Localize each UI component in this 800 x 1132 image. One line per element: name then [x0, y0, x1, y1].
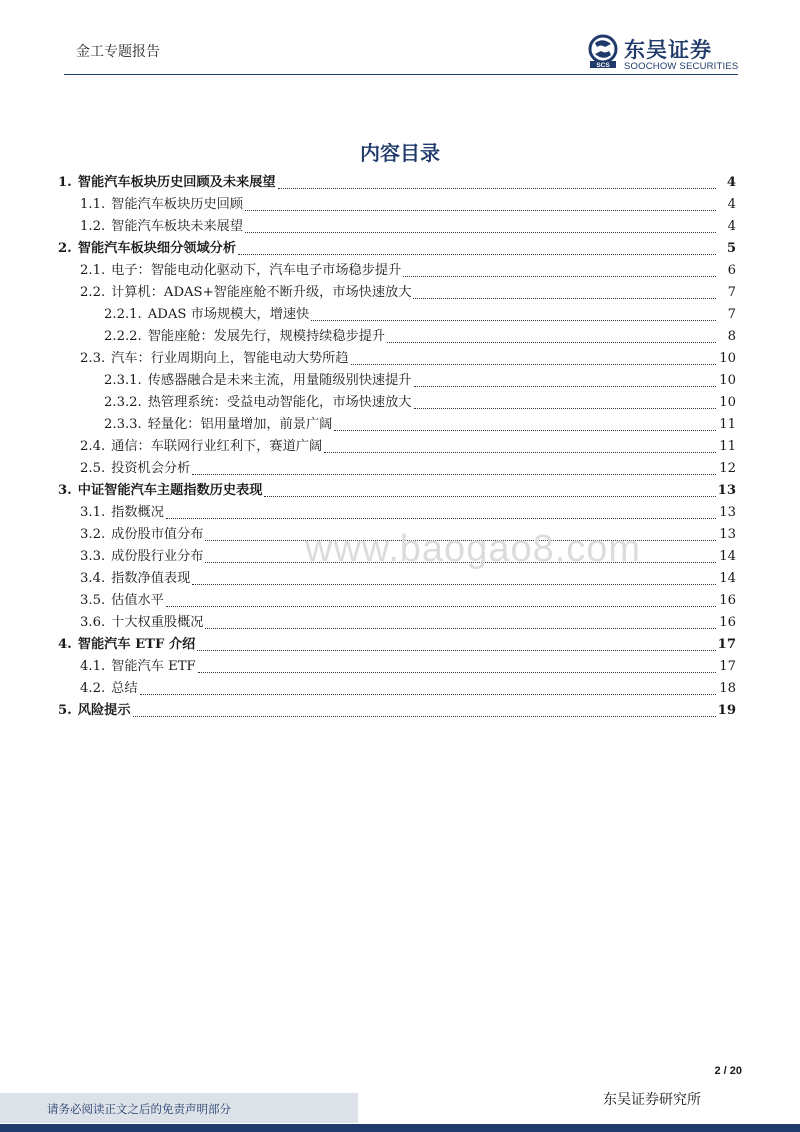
toc-entry[interactable]: [58, 392, 736, 414]
toc-entry-number: 3.2.: [80, 527, 106, 542]
toc-entry-number: 2.2.2.: [104, 329, 142, 344]
toc-dot-leader: [140, 694, 716, 695]
toc-entry[interactable]: [58, 436, 736, 458]
toc-entry[interactable]: [58, 612, 736, 634]
toc-dot-leader: [238, 254, 716, 255]
toc-entry[interactable]: [58, 480, 736, 502]
toc-entry-number: 2.: [58, 241, 72, 256]
toc-entry-title: 智能汽车 ETF: [111, 659, 196, 674]
toc-entry-title: 智能汽车板块历史回顾: [111, 197, 244, 212]
toc-title: 内容目录: [360, 141, 440, 165]
toc-entry-title: 风险提示: [77, 703, 131, 718]
toc-entry-page: 17: [719, 659, 736, 674]
toc-entry-number: 4.: [58, 637, 72, 652]
toc-entry-title: 智能汽车板块未来展望: [111, 219, 244, 234]
toc-entry-page: 18: [719, 681, 736, 696]
toc-entry-number: 1.: [58, 175, 72, 190]
footer-org-name: 东吴证券研究所: [603, 1092, 701, 1108]
toc-entry-page: 14: [719, 571, 736, 586]
report-type-label: 金工专题报告: [76, 44, 160, 60]
toc-dot-leader: [278, 188, 716, 189]
toc-entry-title: 智能汽车 ETF 介绍: [77, 637, 196, 652]
toc-entry-page: 11: [719, 417, 736, 432]
toc-entry-title: 轻量化：铝用量增加，前景广阔: [147, 417, 333, 432]
toc-entry[interactable]: [58, 194, 736, 216]
toc-entry[interactable]: [58, 502, 736, 524]
toc-entry-number: 2.3.3.: [104, 417, 142, 432]
toc-entry[interactable]: [58, 282, 736, 304]
toc-entry-page: 19: [717, 703, 736, 718]
toc-entry-number: 2.1.: [80, 263, 106, 278]
toc-dot-leader: [351, 364, 716, 365]
toc-entry-title: 投资机会分析: [111, 461, 191, 476]
toc-entry-number: 2.3.1.: [104, 373, 142, 388]
toc-dot-leader: [166, 518, 716, 519]
toc-entry-page: 14: [719, 549, 736, 564]
toc-entry-number: 2.2.1.: [104, 307, 142, 322]
footer-disclaimer-band: [0, 1093, 358, 1123]
toc-entry-title: 热管理系统：受益电动智能化，市场快速放大: [147, 395, 412, 410]
toc-entry-page: 13: [717, 483, 736, 498]
toc-entry-page: 16: [719, 615, 736, 630]
toc-entry-title: 计算机：ADAS+智能座舱不断升级，市场快速放大: [111, 285, 412, 300]
toc-entry-number: 1.1.: [80, 197, 106, 212]
toc-entry-number: 4.2.: [80, 681, 106, 696]
toc-dot-leader: [197, 650, 715, 651]
toc-entry-page: 17: [717, 637, 736, 652]
toc-dot-leader: [311, 320, 716, 321]
toc-entry-page: 16: [719, 593, 736, 608]
toc-entry-number: 3.6.: [80, 615, 106, 630]
toc-entry-title: 通信：车联网行业红利下，赛道广阔: [111, 439, 323, 454]
toc-entry-page: 5: [726, 241, 736, 256]
header-divider: [64, 74, 738, 75]
soochow-logo-icon: [586, 34, 620, 68]
toc-entry-number: 3.: [58, 483, 72, 498]
toc-entry-number: 4.1.: [80, 659, 106, 674]
toc-entry-number: 2.2.: [80, 285, 106, 300]
toc-dot-leader: [414, 408, 717, 409]
toc-entry-page: 4: [726, 175, 736, 190]
toc-entry-page: 10: [719, 351, 736, 366]
toc-entry-title: 十大权重股概况: [111, 615, 204, 630]
toc-entry[interactable]: [58, 238, 736, 260]
toc-entry-page: 6: [727, 263, 736, 278]
toc-dot-leader: [205, 628, 716, 629]
toc-entry[interactable]: [58, 216, 736, 238]
logo-name-en: SOOCHOW SECURITIES: [624, 61, 739, 72]
toc-entry[interactable]: [58, 172, 736, 194]
toc-entry[interactable]: [58, 326, 736, 348]
logo-name-cn: 东吴证券: [624, 38, 712, 62]
toc-entry-number: 3.5.: [80, 593, 106, 608]
toc-entry-title: 汽车：行业周期向上，智能电动大势所趋: [111, 351, 349, 366]
toc-dot-leader: [334, 430, 716, 431]
footer-bar: [0, 1124, 800, 1132]
toc-entry-title: 电子：智能电动化驱动下，汽车电子市场稳步提升: [111, 263, 402, 278]
toc-entry-number: 5.: [58, 703, 72, 718]
toc-entry[interactable]: [58, 458, 736, 480]
toc-entry-page: 11: [719, 439, 736, 454]
toc-dot-leader: [414, 386, 717, 387]
logo-mark-text: SCS: [596, 62, 610, 68]
toc-entry-page: 12: [719, 461, 736, 476]
toc-dot-leader: [192, 584, 716, 585]
toc-entry-page: 7: [727, 285, 736, 300]
toc-entry-number: 2.4.: [80, 439, 106, 454]
toc-entry-page: 10: [719, 395, 736, 410]
toc-entry-number: 3.1.: [80, 505, 106, 520]
toc-dot-leader: [324, 452, 716, 453]
toc-entry[interactable]: [58, 700, 736, 722]
toc-dot-leader: [245, 210, 716, 211]
toc-entry[interactable]: [58, 260, 736, 282]
toc-entry-page: 13: [719, 505, 736, 520]
toc-entry-number: 3.4.: [80, 571, 106, 586]
toc-entry[interactable]: [58, 370, 736, 392]
toc-entry[interactable]: [58, 414, 736, 436]
toc-entry-page: 7: [727, 307, 736, 322]
toc-entry-page: 4: [727, 219, 736, 234]
toc-dot-leader: [166, 606, 716, 607]
toc-entry-title: 中证智能汽车主题指数历史表现: [77, 483, 263, 498]
toc-entry-page: 4: [727, 197, 736, 212]
toc-entry[interactable]: [58, 568, 736, 590]
toc-entry-number: 2.5.: [80, 461, 106, 476]
toc-entry-number: 2.3.: [80, 351, 106, 366]
toc-entry[interactable]: [58, 634, 736, 656]
toc-dot-leader: [198, 672, 716, 673]
toc-entry-number: 2.3.2.: [104, 395, 142, 410]
toc-entry[interactable]: [58, 348, 736, 370]
toc-entry-title: 总结: [111, 681, 138, 696]
toc-entry-title: 智能座舱：发展先行，规模持续稳步提升: [147, 329, 386, 344]
toc-entry-title: ADAS 市场规模大，增速快: [147, 307, 310, 322]
toc-entry-title: 指数概况: [111, 505, 164, 520]
toc-entry-title: 智能汽车板块细分领域分析: [77, 241, 237, 256]
toc-entry-page: 8: [727, 329, 736, 344]
toc-entry[interactable]: [58, 678, 736, 700]
toc-dot-leader: [245, 232, 716, 233]
watermark: www.baogao8.com: [305, 528, 642, 570]
footer-disclaimer-text: 请务必阅读正文之后的免责声明部分: [47, 1102, 231, 1116]
toc-entry[interactable]: [58, 304, 736, 326]
toc-entry-title: 估值水平: [111, 593, 164, 608]
toc-entry[interactable]: [58, 590, 736, 612]
page-number: 2 / 20: [714, 1065, 742, 1077]
table-of-contents: [58, 172, 736, 722]
toc-entry-title: 指数净值表现: [111, 571, 191, 586]
toc-dot-leader: [133, 716, 716, 717]
toc-dot-leader: [413, 298, 716, 299]
toc-entry-number: 1.2.: [80, 219, 106, 234]
toc-dot-leader: [387, 342, 716, 343]
soochow-logo: [586, 34, 746, 72]
toc-entry-number: 3.3.: [80, 549, 106, 564]
toc-entry-title: 成份股行业分布: [111, 549, 204, 564]
toc-dot-leader: [403, 276, 716, 277]
toc-entry-title: 传感器融合是未来主流，用量随级别快速提升: [147, 373, 412, 388]
toc-dot-leader: [264, 496, 715, 497]
toc-entry[interactable]: [58, 656, 736, 678]
toc-entry-page: 13: [719, 527, 736, 542]
toc-dot-leader: [192, 474, 716, 475]
toc-entry-title: 智能汽车板块历史回顾及未来展望: [77, 175, 276, 190]
toc-entry-page: 10: [719, 373, 736, 388]
toc-entry-title: 成份股市值分布: [111, 527, 204, 542]
